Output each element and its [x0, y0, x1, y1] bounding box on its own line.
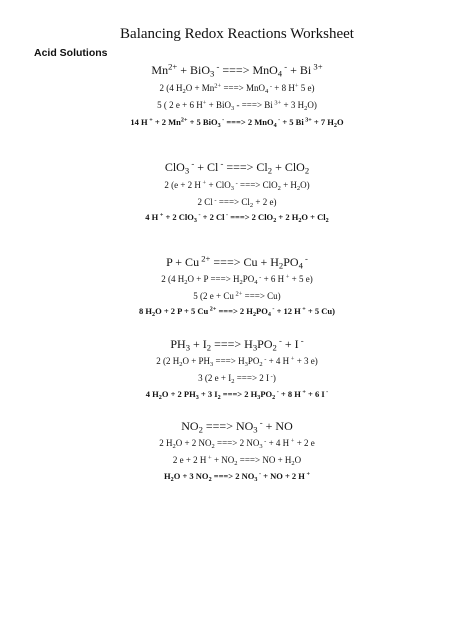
formula-segment: 2 — [273, 217, 277, 224]
formula-segment: + — [284, 273, 290, 281]
formula-segment: 2 — [211, 442, 215, 450]
formula-segment: 2 — [304, 165, 310, 176]
formula-segment: 3 — [195, 394, 199, 401]
formula-segment: + — [300, 389, 306, 396]
formula-segment: 3 — [193, 217, 197, 224]
formula-segment: 4 H — [145, 389, 159, 399]
formula-segment: - — [218, 158, 224, 169]
problem-2-final — [0, 213, 474, 222]
formula-segment: + 2 Mn — [152, 117, 181, 127]
formula-segment: + — [206, 454, 212, 462]
formula-segment: O + PH — [182, 356, 211, 366]
formula-segment: 3+ — [303, 117, 312, 124]
formula-segment: 3 — [230, 184, 235, 192]
problem-3-step-1 — [0, 275, 474, 284]
formula-segment: + — [158, 212, 164, 219]
formula-segment: O + 2 PH — [161, 389, 196, 399]
formula-segment: + 7 H — [311, 117, 334, 127]
formula-segment: - — [212, 196, 217, 204]
formula-segment: NO — [181, 419, 199, 433]
formula-segment: - — [257, 471, 261, 478]
formula-segment: 2 Cl — [197, 197, 213, 207]
formula-segment: ===> Cu) — [242, 291, 281, 301]
formula-segment: ===> Cl — [223, 160, 268, 174]
formula-segment: PO — [257, 337, 273, 351]
formula-segment: 2+ — [168, 61, 178, 72]
formula-segment: PO — [260, 389, 273, 399]
formula-segment: + Bi — [287, 63, 312, 77]
formula-segment: 3 — [259, 442, 263, 450]
formula-segment: ===> 2 NO — [211, 471, 255, 481]
formula-segment: - — [276, 335, 282, 346]
worksheet-title: Balancing Redox Reactions Worksheet — [120, 26, 354, 42]
formula-segment: + — [147, 117, 153, 124]
problem-2-step-2 — [0, 198, 474, 207]
formula-segment: - — [262, 437, 267, 445]
problem-4-equation — [0, 335, 474, 353]
problem-3-final — [0, 307, 474, 316]
formula-segment: + 2 e — [294, 438, 315, 448]
problem-2-step-1 — [0, 181, 474, 190]
formula-segment: + 5 BiO — [187, 117, 218, 127]
formula-segment: 2 — [298, 217, 302, 224]
formula-segment: 2 (2 H — [156, 356, 180, 366]
formula-segment: 4 — [273, 122, 277, 129]
formula-segment: 5 ( 2 e + 6 H — [157, 100, 203, 110]
formula-segment: 2 — [252, 311, 256, 318]
formula-segment: 3 (2 e + I — [198, 373, 232, 383]
formula-segment: 2+ — [233, 290, 243, 298]
formula-segment: 4 H — [145, 212, 159, 222]
formula-segment: 2 — [277, 184, 281, 192]
formula-segment: + I — [190, 337, 207, 351]
formula-segment: - — [262, 355, 267, 363]
formula-segment: - — [298, 335, 304, 346]
problem-5-step-2 — [0, 456, 474, 465]
formula-segment: O + Cl — [301, 212, 326, 222]
formula-segment: 2 — [249, 201, 254, 209]
formula-segment: ===> MnO — [221, 83, 265, 93]
formula-segment: + NO — [211, 455, 235, 465]
formula-segment: 3 — [184, 165, 190, 176]
problem-3-equation — [0, 253, 474, 271]
problem-3-step-2 — [0, 292, 474, 301]
problem-1-final — [0, 118, 474, 127]
formula-segment: 4 — [267, 311, 271, 318]
formula-segment: 2 — [198, 424, 203, 435]
formula-segment: + Cl — [194, 160, 219, 174]
formula-segment: - — [276, 117, 281, 124]
problem-5-equation — [0, 417, 474, 435]
formula-segment: + NO + 2 H — [261, 471, 305, 481]
formula-segment: ===> H — [211, 337, 253, 351]
formula-segment: + 5 e) — [289, 274, 313, 284]
formula-segment: + — [304, 471, 310, 478]
formula-segment: 3 — [253, 424, 258, 435]
formula-segment: - — [257, 417, 263, 428]
formula-segment: + 2 ClO — [163, 212, 194, 222]
formula-segment: + BiO — [206, 100, 231, 110]
formula-segment: Mn — [151, 63, 169, 77]
formula-segment: 2 — [304, 104, 308, 112]
formula-segment: - ===> Bi — [234, 100, 273, 110]
formula-segment: + ClO — [272, 160, 305, 174]
problem-1-equation — [0, 61, 474, 79]
formula-segment: ) — [272, 373, 276, 383]
formula-segment: 8 H — [139, 306, 153, 316]
formula-segment: 3 — [185, 342, 191, 353]
formula-segment: - — [302, 253, 308, 264]
formula-segment: 4 — [277, 68, 283, 79]
formula-segment: 4 — [254, 278, 258, 286]
formula-segment: - — [268, 82, 273, 90]
formula-segment: + — [202, 99, 207, 107]
formula-segment: 2 — [152, 311, 156, 318]
formula-segment: + — [289, 355, 295, 363]
formula-segment: 2+ — [208, 306, 217, 313]
formula-segment: ClO — [164, 160, 185, 174]
formula-segment: + 8 H — [272, 83, 295, 93]
formula-segment: + 6 H — [261, 274, 285, 284]
formula-segment: O + P ===> H — [187, 274, 240, 284]
formula-segment: 2+ — [180, 117, 188, 124]
problem-2-equation — [0, 158, 474, 176]
formula-segment: + ClO — [206, 180, 231, 190]
formula-segment: O + 3 NO — [173, 471, 209, 481]
formula-segment: 2 — [259, 360, 263, 368]
formula-segment: - — [257, 273, 262, 281]
formula-segment: 3 — [217, 122, 221, 129]
formula-segment: 2 — [296, 184, 301, 192]
formula-segment: ===> H — [213, 356, 245, 366]
formula-segment: 5 e) — [298, 83, 315, 93]
formula-segment: 3 — [252, 342, 258, 353]
formula-segment: 2 — [291, 459, 295, 467]
formula-segment: ===> NO + H — [237, 455, 292, 465]
formula-segment: + — [300, 306, 306, 313]
formula-segment: - — [220, 117, 225, 124]
formula-segment: PO — [256, 306, 268, 316]
formula-segment: PO — [247, 356, 260, 366]
formula-segment: - — [189, 158, 195, 169]
formula-segment: + 2 Cl — [200, 212, 225, 222]
formula-segment: 2 (4 H — [161, 274, 185, 284]
formula-segment: 2 — [333, 122, 337, 129]
formula-segment: 2 — [234, 459, 238, 467]
formula-segment: + 3 H — [281, 100, 305, 110]
formula-segment: O) — [300, 180, 310, 190]
formula-segment: O + 2 P + 5 Cu — [155, 306, 209, 316]
formula-segment: ===> MnO — [219, 63, 278, 77]
problem-4-step-2 — [0, 374, 474, 383]
formula-segment: O + Mn — [185, 83, 215, 93]
formula-segment: + — [200, 179, 207, 187]
formula-segment: O — [294, 455, 302, 465]
formula-segment: 2 — [217, 394, 221, 401]
formula-segment: 2 — [278, 260, 284, 271]
formula-segment: ===> 2 ClO — [228, 212, 274, 222]
formula-segment: - — [270, 306, 275, 313]
formula-segment: - — [234, 179, 238, 187]
formula-segment: 3+ — [311, 61, 323, 72]
formula-segment: + BiO — [177, 63, 211, 77]
formula-segment: + 5 Bi — [280, 117, 304, 127]
formula-segment: 3 — [244, 360, 248, 368]
formula-segment: + 3 e) — [294, 356, 318, 366]
formula-segment: 3 — [210, 68, 215, 79]
formula-segment: 2 — [267, 165, 273, 176]
problem-1-step-1 — [0, 84, 474, 93]
formula-segment: + — [289, 437, 295, 445]
formula-segment: + 5 Cu) — [305, 306, 335, 316]
formula-segment: 4 — [265, 87, 269, 95]
formula-segment: 3 — [210, 360, 214, 368]
formula-segment: 2 H — [159, 438, 173, 448]
formula-segment: 3 — [257, 394, 261, 401]
formula-segment: - — [269, 372, 273, 380]
formula-segment: - — [196, 212, 201, 219]
formula-segment: ===> NO — [202, 419, 254, 433]
formula-segment: 2 (e + 2 H — [164, 180, 201, 190]
formula-segment: + 2 H — [276, 212, 299, 222]
formula-segment: 3 — [254, 476, 258, 483]
formula-segment: 2 — [272, 342, 277, 353]
formula-segment: 2 (4 H — [159, 83, 183, 93]
formula-segment: 2 — [272, 394, 276, 401]
formula-segment: 2 — [239, 278, 243, 286]
formula-segment: - — [275, 389, 279, 396]
formula-segment: - — [214, 61, 220, 72]
formula-segment: 2 — [325, 217, 329, 224]
problem-5-step-1 — [0, 439, 474, 448]
formula-segment: 2 — [231, 377, 235, 385]
formula-segment: + 8 H — [278, 389, 301, 399]
formula-segment: O — [336, 117, 344, 127]
formula-segment: 14 H — [130, 117, 148, 127]
formula-segment: + — [294, 82, 299, 90]
formula-segment: ===> 2 MnO — [224, 117, 274, 127]
formula-segment: 2 — [158, 394, 162, 401]
formula-segment: 2+ — [214, 82, 222, 90]
formula-segment: ===> Cu + H — [210, 255, 279, 269]
formula-segment: ===> 2 H — [216, 306, 253, 316]
formula-segment: + 3 I — [198, 389, 218, 399]
formula-segment: O) — [307, 100, 317, 110]
formula-segment: 4 — [298, 260, 303, 271]
formula-segment: 2 — [179, 360, 183, 368]
problem-4-step-1 — [0, 357, 474, 366]
formula-segment: ===> 2 H — [220, 389, 258, 399]
formula-segment: 2 — [172, 442, 176, 450]
formula-segment: O + 2 NO — [175, 438, 212, 448]
formula-segment: + 2 e) — [253, 197, 277, 207]
formula-segment: 2 — [184, 278, 188, 286]
formula-segment: + 6 I — [305, 389, 325, 399]
formula-segment: - — [282, 61, 288, 72]
formula-segment: - — [224, 212, 229, 219]
problem-4-final — [0, 390, 474, 399]
formula-segment: ===> 2 I — [234, 373, 270, 383]
formula-segment: P + Cu — [166, 255, 200, 269]
formula-segment: 3+ — [272, 99, 282, 107]
formula-segment: PO — [283, 255, 299, 269]
formula-segment: 5 (2 e + Cu — [193, 291, 234, 301]
formula-segment: + 12 H — [274, 306, 301, 316]
formula-segment: ===> ClO — [237, 180, 278, 190]
formula-segment: 2 e + 2 H — [172, 455, 207, 465]
formula-segment: + 4 H — [266, 438, 290, 448]
formula-segment: + I — [281, 337, 299, 351]
formula-segment: + 4 H — [266, 356, 290, 366]
formula-segment: + NO — [262, 419, 293, 433]
formula-segment: ===> 2 NO — [214, 438, 260, 448]
section-heading: Acid Solutions — [34, 47, 108, 59]
formula-segment: 2 — [182, 87, 186, 95]
formula-segment: 2 — [170, 476, 174, 483]
formula-segment: 2 — [208, 476, 212, 483]
formula-segment: H — [164, 471, 171, 481]
formula-segment: 2 — [206, 342, 212, 353]
formula-segment: 2+ — [199, 253, 211, 264]
formula-segment: + H — [280, 180, 297, 190]
problem-1-step-2 — [0, 101, 474, 110]
formula-segment: 3 — [230, 104, 235, 112]
formula-segment: PH — [170, 337, 186, 351]
formula-segment: ===> Cl — [216, 197, 250, 207]
problem-5-final — [0, 472, 474, 481]
formula-segment: - — [324, 389, 329, 396]
formula-segment: PO — [242, 274, 255, 284]
